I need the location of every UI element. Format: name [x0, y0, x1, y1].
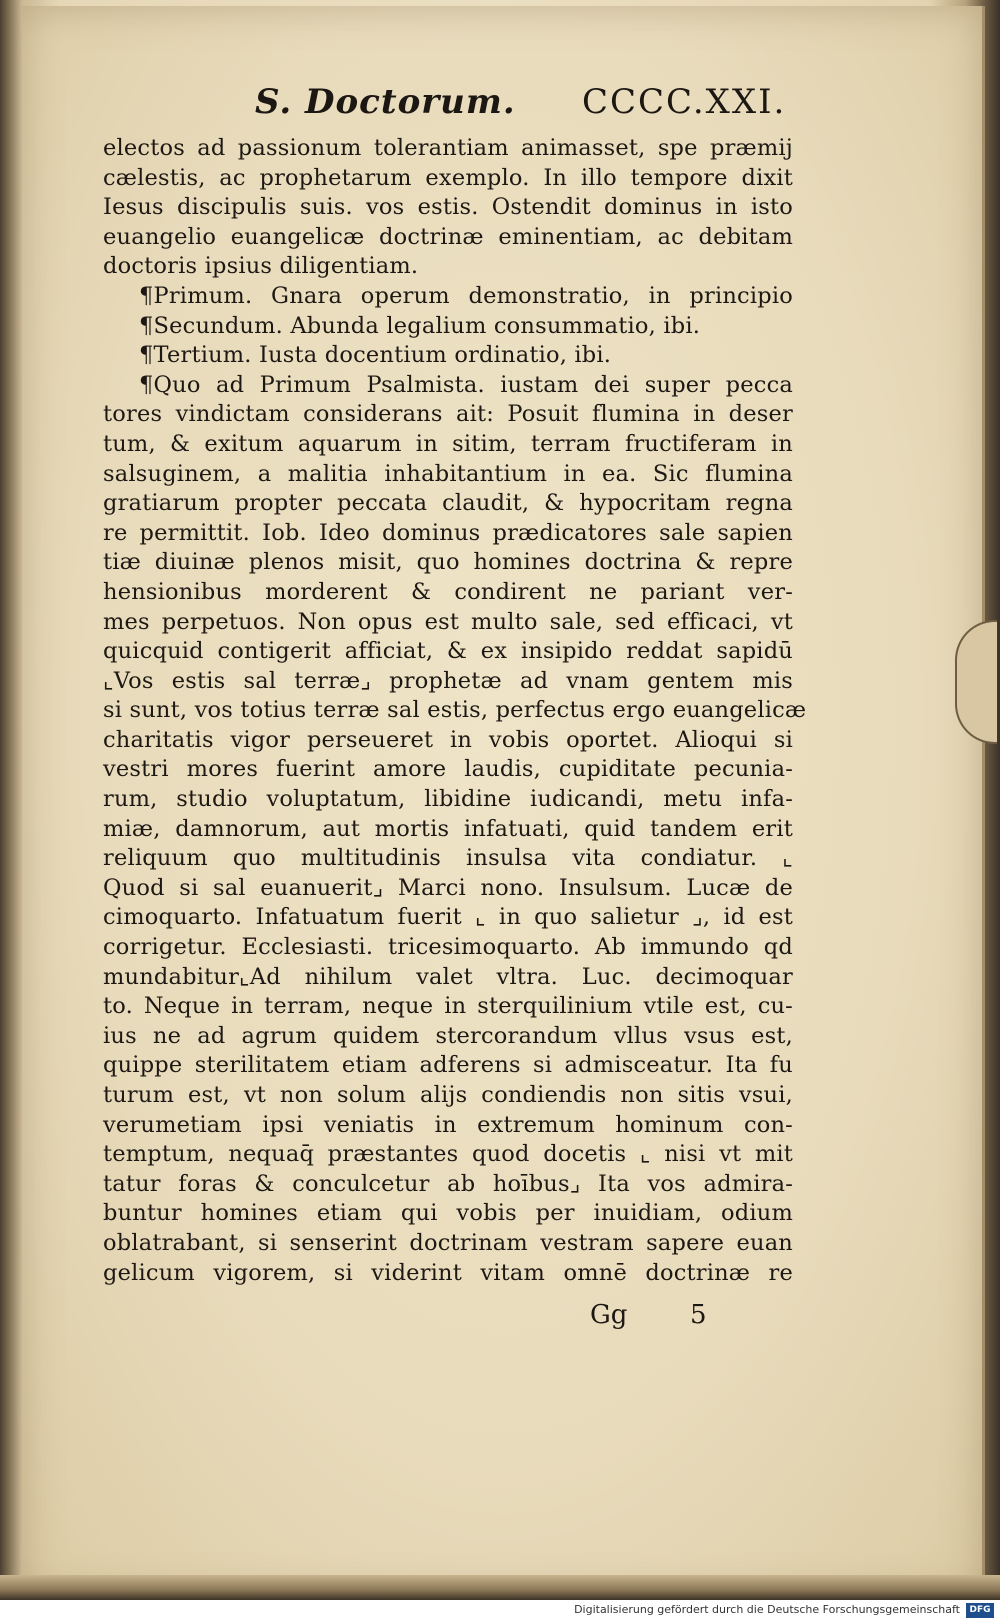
text-line: hensionibus morderent & condirent ne pariant ver-	[103, 578, 793, 605]
text-line: cimoquarto. Infatuatum fuerit ⌞ in quo salietur ⌟, id est	[103, 904, 793, 931]
text-line: tores vindictam considerans ait: Posuit flumina in deser	[103, 401, 793, 428]
signature-mark: Gg	[590, 1300, 628, 1330]
text-line: tiæ diuinæ plenos misit, quo homines doctrina & repre	[103, 549, 793, 576]
text-line: electos ad passionum tolerantiam animasset, spe præmij	[103, 135, 793, 161]
text-line: tum, & exitum aquarum in sitim, terram fructiferam in	[103, 430, 793, 457]
text-line: charitatis vigor perseueret in vobis oportet. Alioqui si	[103, 726, 793, 753]
text-line: ius ne ad agrum quidem stercorandum vllus vsus est,	[103, 1022, 793, 1049]
running-title: S. Doctorum.	[255, 82, 516, 122]
text-line: tatur foras & conculcetur ab hoībus⌟ Ita vos admira-	[103, 1170, 793, 1197]
page-tab-marker	[955, 620, 997, 744]
text-line: quicquid contigerit afficiat, & ex insipido reddat sapidū	[103, 638, 793, 665]
text-line: salsuginem, a malitia inhabitantium in ea. Sic flumina	[103, 460, 793, 487]
body-text	[103, 134, 807, 1288]
text-line: buntur homines etiam qui vobis per inuidiam, odium	[103, 1200, 793, 1227]
signature-line	[0, 1300, 1000, 1340]
text-line: mes perpetuos. Non opus est multo sale, sed efficaci, vt	[103, 608, 793, 635]
funding-credit: Digitalisierung gefördert durch die Deutsche Forschungsgemeinschaft	[574, 1603, 960, 1616]
folio-number: CCCC.XXI.	[582, 82, 787, 122]
text-line: euangelio euangelicæ doctrinæ eminentiam, ac debitam	[103, 223, 793, 250]
text-line: Quod si sal euanuerit⌟ Marci nono. Insulsum. Lucæ de	[103, 874, 793, 901]
text-line: reliquum quo multitudinis insulsa vita condiatur. ⌞	[103, 845, 793, 872]
text-line: si sunt, vos totius terræ sal estis, perfectus ergo euangelicæ	[103, 697, 807, 724]
signature-number: 5	[690, 1300, 707, 1330]
text-line: to. Neque in terram, neque in sterquilinium vtile est, cu-	[103, 993, 793, 1020]
text-line: ¶Primum. Gnara operum demonstratio, in principio	[139, 282, 793, 309]
text-line: oblatrabant, si senserint doctrinam vestram sapere euan	[103, 1229, 793, 1256]
text-line: turum est, vt non solum alijs condiendis non sitis vsui,	[103, 1082, 793, 1108]
text-line: vestri mores fuerint amore laudis, cupiditate pecunia-	[103, 756, 793, 783]
text-line: ¶Tertium. Iusta docentium ordinatio, ibi.	[139, 342, 612, 369]
text-line: cælestis, ac prophetarum exemplo. In illo tempore dixit	[103, 164, 793, 191]
text-line: temptum, nequaq̄ præstantes quod docetis ⌞ nisi vt mit	[103, 1141, 793, 1168]
text-line: gratiarum propter peccata claudit, & hypocritam regna	[103, 490, 793, 517]
text-line: miæ, damnorum, aut mortis infatuati, quid tandem erit	[103, 815, 793, 842]
page-bottom-edge	[0, 1575, 1000, 1600]
footer-bar	[0, 1600, 1000, 1622]
dfg-logo: DFG	[966, 1603, 994, 1618]
text-line: ¶Quo ad Primum Psalmista. iustam dei super pecca	[139, 371, 793, 398]
text-line: re permittit. Iob. Ideo dominus prædicatores sale sapien	[103, 519, 793, 546]
text-line: doctoris ipsius diligentiam.	[103, 253, 419, 280]
text-line: Iesus discipulis suis. vos estis. Ostendit dominus in isto	[103, 194, 793, 221]
text-line: rum, studio voluptatum, libidine iudicandi, metu infa-	[103, 786, 793, 813]
text-line: quippe sterilitatem etiam adferens si admisceatur. Ita fu	[103, 1052, 793, 1079]
text-line: verumetiam ipsi veniatis in extremum hominum con-	[103, 1111, 793, 1138]
text-line: gelicum vigorem, si viderint vitam omnē doctrinæ re	[103, 1259, 793, 1286]
text-line: ⌞Vos estis sal terræ⌟ prophetæ ad vnam gentem mis	[103, 667, 793, 694]
text-line: ¶Secundum. Abunda legalium consummatio, ibi.	[139, 312, 701, 339]
text-line: corrigetur. Ecclesiasti. tricesimoquarto. Ab immundo qd	[103, 934, 793, 961]
text-line: mundabitur⌞Ad nihilum valet vltra. Luc. decimoquar	[103, 963, 793, 990]
page-header	[0, 82, 1000, 132]
